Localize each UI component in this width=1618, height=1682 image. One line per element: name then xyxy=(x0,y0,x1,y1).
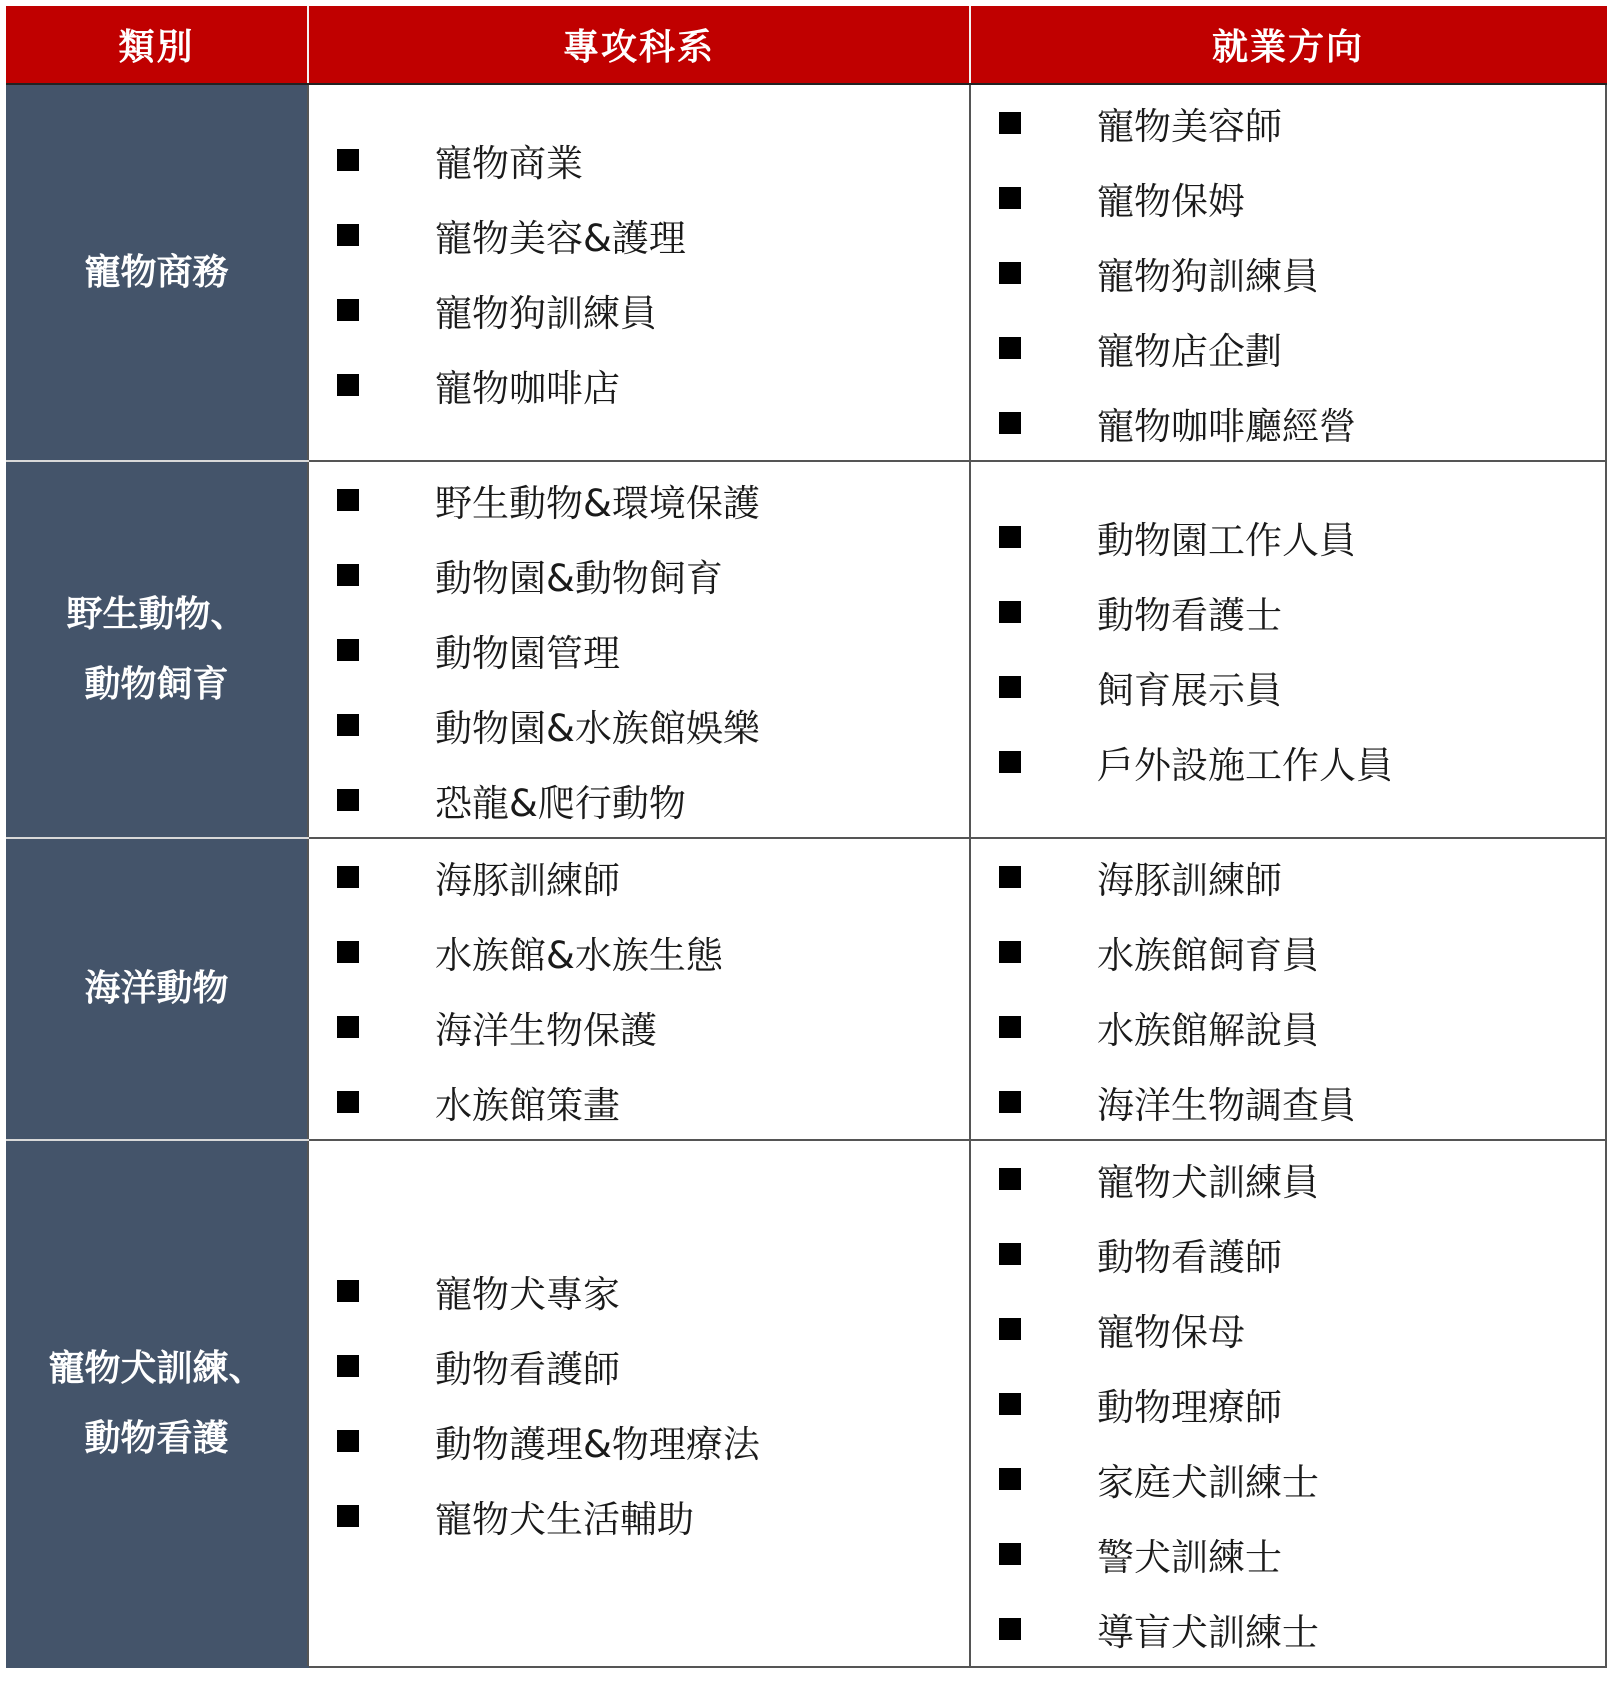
black-square-bullet-icon xyxy=(337,149,359,171)
career-name: 寵物狗訓練員 xyxy=(1097,254,1319,298)
list-item xyxy=(309,839,969,914)
list-item xyxy=(971,1216,1605,1291)
major-name: 動物園&動物飼育 xyxy=(435,556,723,600)
list-item xyxy=(309,687,969,762)
careers-list xyxy=(971,500,1605,800)
black-square-bullet-icon xyxy=(999,412,1021,434)
careers-list xyxy=(971,85,1605,460)
category-cell xyxy=(6,84,308,461)
majors-cell xyxy=(308,1140,970,1667)
list-item xyxy=(309,612,969,687)
list-item xyxy=(971,1064,1605,1139)
table-row xyxy=(6,84,1606,461)
major-name: 寵物美容&護理 xyxy=(435,217,686,260)
major-name: 寵物犬專家 xyxy=(435,1273,620,1316)
major-name: 寵物犬生活輔助 xyxy=(435,1498,694,1541)
major-name: 動物看護師 xyxy=(435,1348,620,1391)
black-square-bullet-icon xyxy=(999,112,1021,134)
black-square-bullet-icon xyxy=(337,639,359,661)
black-square-bullet-icon xyxy=(337,941,359,963)
career-name: 水族館飼育員 xyxy=(1097,933,1319,977)
majors-list xyxy=(309,1254,969,1554)
major-name: 水族館策畫 xyxy=(435,1083,620,1127)
career-name: 家庭犬訓練士 xyxy=(1097,1460,1319,1504)
career-name: 海洋生物調查員 xyxy=(1097,1083,1356,1127)
major-name: 寵物商業 xyxy=(435,142,583,185)
career-name: 動物理療師 xyxy=(1097,1385,1282,1429)
majors-list xyxy=(309,123,969,423)
list-item xyxy=(971,650,1605,725)
list-item xyxy=(309,989,969,1064)
list-item xyxy=(971,839,1605,914)
list-item xyxy=(971,1141,1605,1216)
major-name: 恐龍&爬行動物 xyxy=(435,781,686,825)
list-item xyxy=(309,462,969,537)
list-item xyxy=(971,1516,1605,1591)
black-square-bullet-icon xyxy=(999,1618,1021,1640)
list-item xyxy=(971,1366,1605,1441)
black-square-bullet-icon xyxy=(999,526,1021,548)
list-item xyxy=(309,1404,969,1479)
black-square-bullet-icon xyxy=(337,789,359,811)
black-square-bullet-icon xyxy=(337,1355,359,1377)
table-row xyxy=(6,461,1606,838)
career-name: 飼育展示員 xyxy=(1097,669,1282,712)
black-square-bullet-icon xyxy=(999,187,1021,209)
career-name: 動物看護師 xyxy=(1097,1235,1282,1279)
black-square-bullet-icon xyxy=(999,941,1021,963)
list-item xyxy=(309,1479,969,1554)
list-item xyxy=(309,273,969,348)
black-square-bullet-icon xyxy=(337,714,359,736)
black-square-bullet-icon xyxy=(337,564,359,586)
list-item xyxy=(309,1329,969,1404)
black-square-bullet-icon xyxy=(999,1393,1021,1415)
category-label: 動物飼育 xyxy=(84,663,229,705)
black-square-bullet-icon xyxy=(999,1543,1021,1565)
black-square-bullet-icon xyxy=(999,676,1021,698)
list-item xyxy=(971,1591,1605,1666)
black-square-bullet-icon xyxy=(999,1468,1021,1490)
header-majors: 專攻科系 xyxy=(308,6,970,84)
list-item xyxy=(971,1291,1605,1366)
career-name: 寵物店企劃 xyxy=(1097,329,1282,373)
black-square-bullet-icon xyxy=(337,299,359,321)
careers-cell xyxy=(970,461,1606,838)
list-item xyxy=(309,348,969,423)
list-item xyxy=(309,198,969,273)
list-item xyxy=(309,123,969,198)
career-name: 寵物美容師 xyxy=(1097,104,1282,148)
black-square-bullet-icon xyxy=(999,866,1021,888)
black-square-bullet-icon xyxy=(337,224,359,246)
career-name: 寵物犬訓練員 xyxy=(1097,1160,1319,1204)
list-item xyxy=(971,1441,1605,1516)
careers-list xyxy=(971,1141,1605,1666)
majors-list xyxy=(309,462,969,837)
list-item xyxy=(309,762,969,837)
header-row xyxy=(6,6,1606,84)
major-name: 野生動物&環境保護 xyxy=(435,481,760,525)
career-name: 寵物保姆 xyxy=(1097,179,1245,223)
list-item xyxy=(971,310,1605,385)
career-name: 戶外設施工作人員 xyxy=(1097,744,1393,787)
category-label: 野生動物、 xyxy=(66,593,247,635)
table-row xyxy=(6,838,1606,1140)
category-cell xyxy=(6,461,308,838)
category-label: 海洋動物 xyxy=(84,968,229,1009)
black-square-bullet-icon xyxy=(337,1430,359,1452)
list-item xyxy=(309,537,969,612)
major-name: 寵物咖啡店 xyxy=(435,367,620,410)
majors-list xyxy=(309,839,969,1139)
list-item xyxy=(971,160,1605,235)
category-cell xyxy=(6,1140,308,1667)
black-square-bullet-icon xyxy=(999,1091,1021,1113)
list-item xyxy=(309,914,969,989)
category-label: 動物看護 xyxy=(84,1417,229,1459)
careers-cell xyxy=(970,84,1606,461)
black-square-bullet-icon xyxy=(337,489,359,511)
careers-cell xyxy=(970,838,1606,1140)
black-square-bullet-icon xyxy=(337,1016,359,1038)
black-square-bullet-icon xyxy=(337,1505,359,1527)
black-square-bullet-icon xyxy=(337,1091,359,1113)
header-category: 類別 xyxy=(6,6,308,84)
career-name: 動物園工作人員 xyxy=(1097,519,1356,562)
major-name: 寵物狗訓練員 xyxy=(435,292,657,335)
career-name: 動物看護士 xyxy=(1097,594,1282,637)
major-name: 動物園管理 xyxy=(435,631,620,675)
black-square-bullet-icon xyxy=(999,1168,1021,1190)
black-square-bullet-icon xyxy=(999,751,1021,773)
career-name: 寵物保母 xyxy=(1097,1310,1245,1354)
major-name: 水族館&水族生態 xyxy=(435,933,723,977)
majors-cell xyxy=(308,84,970,461)
list-item xyxy=(971,85,1605,160)
careers-list xyxy=(971,839,1605,1139)
list-item xyxy=(309,1254,969,1329)
major-name: 海豚訓練師 xyxy=(435,858,620,902)
list-item xyxy=(971,385,1605,460)
majors-cell xyxy=(308,461,970,838)
category-label: 寵物犬訓練、 xyxy=(48,1347,265,1389)
list-item xyxy=(971,235,1605,310)
category-label: 寵物商務 xyxy=(84,251,229,293)
list-item xyxy=(309,1064,969,1139)
table-row xyxy=(6,1140,1606,1667)
black-square-bullet-icon xyxy=(999,1318,1021,1340)
black-square-bullet-icon xyxy=(999,262,1021,284)
career-name: 導盲犬訓練士 xyxy=(1097,1610,1319,1654)
career-name: 水族館解說員 xyxy=(1097,1008,1319,1052)
majors-careers-table xyxy=(6,6,1607,1668)
black-square-bullet-icon xyxy=(337,374,359,396)
list-item xyxy=(971,725,1605,800)
majors-cell xyxy=(308,838,970,1140)
black-square-bullet-icon xyxy=(337,866,359,888)
black-square-bullet-icon xyxy=(337,1280,359,1302)
category-cell xyxy=(6,838,308,1140)
black-square-bullet-icon xyxy=(999,601,1021,623)
list-item xyxy=(971,914,1605,989)
major-name: 海洋生物保護 xyxy=(435,1008,657,1052)
career-name: 海豚訓練師 xyxy=(1097,858,1282,902)
list-item xyxy=(971,500,1605,575)
black-square-bullet-icon xyxy=(999,1016,1021,1038)
careers-cell xyxy=(970,1140,1606,1667)
header-careers: 就業方向 xyxy=(970,6,1606,84)
list-item xyxy=(971,989,1605,1064)
major-name: 動物護理&物理療法 xyxy=(435,1423,760,1466)
list-item xyxy=(971,575,1605,650)
career-name: 警犬訓練士 xyxy=(1097,1535,1282,1579)
black-square-bullet-icon xyxy=(999,337,1021,359)
black-square-bullet-icon xyxy=(999,1243,1021,1265)
major-name: 動物園&水族館娛樂 xyxy=(435,706,760,750)
career-name: 寵物咖啡廳經營 xyxy=(1097,404,1356,448)
